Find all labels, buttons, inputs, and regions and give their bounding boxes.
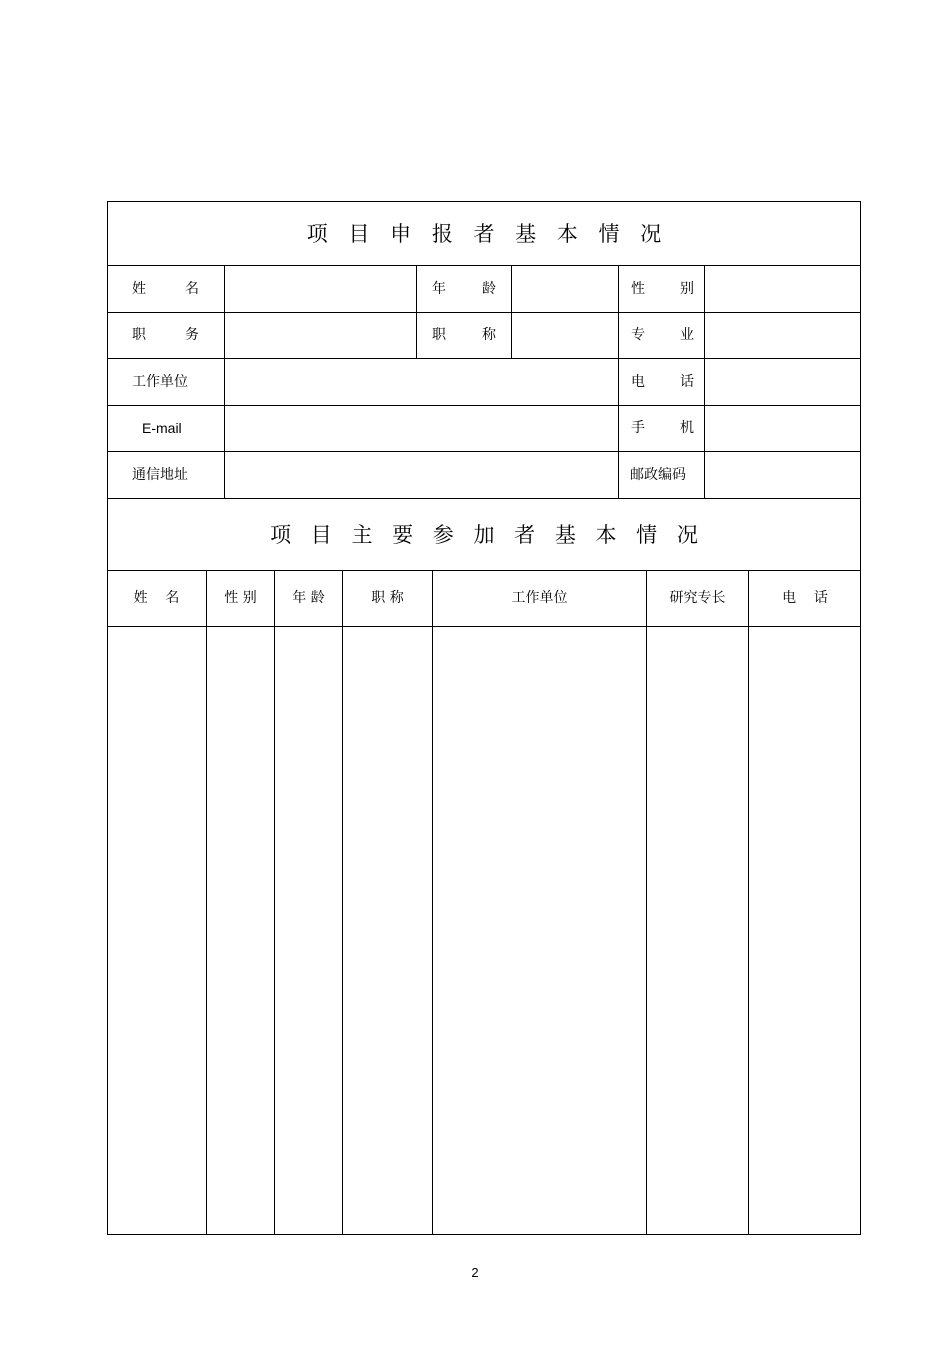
- participant-gender-column[interactable]: [207, 627, 274, 1234]
- phone-label: [618, 358, 704, 405]
- phone-label-char: 话: [680, 373, 694, 390]
- position-label-char: 职: [132, 327, 146, 343]
- major-label: [618, 312, 704, 358]
- address-field[interactable]: [225, 452, 618, 498]
- header-text: 职 称: [371, 590, 404, 606]
- participant-expertise-header: [647, 570, 748, 626]
- postcode-label-text: 邮政编码: [630, 466, 686, 483]
- participants-section-title: [107, 498, 861, 570]
- age-label-char: 年: [432, 280, 446, 297]
- address-label-text: 通信地址: [132, 466, 188, 483]
- email-field[interactable]: [225, 406, 618, 451]
- title-label-char: 称: [482, 327, 496, 343]
- title-field[interactable]: [512, 313, 618, 358]
- title-label: [416, 312, 511, 358]
- participant-phone-column[interactable]: [749, 627, 860, 1234]
- name-label-char: 姓: [132, 280, 146, 297]
- mobile-label-char: 机: [680, 420, 694, 436]
- applicant-section-title-text: 项 目 申 报 者 基 本 情 况: [306, 222, 662, 246]
- phone-label-char: 电: [631, 373, 645, 390]
- position-label: [107, 312, 224, 358]
- header-text: 电 话: [782, 590, 828, 606]
- applicant-section-title: [107, 201, 861, 265]
- postcode-label: [618, 451, 704, 498]
- major-label-char: 专: [631, 327, 645, 343]
- name-field[interactable]: [225, 266, 416, 312]
- age-label-char: 龄: [482, 280, 496, 297]
- email-label-text: E-mail: [142, 420, 182, 436]
- participant-age-header: [275, 570, 342, 626]
- header-text: 年 龄: [292, 590, 325, 606]
- title-label-char: 职: [432, 327, 446, 343]
- gender-label-char: 别: [680, 280, 694, 297]
- mobile-label-char: 手: [631, 420, 645, 436]
- gender-label: [618, 265, 704, 312]
- participant-age-column[interactable]: [275, 627, 342, 1234]
- major-field[interactable]: [705, 313, 860, 358]
- gender-label-char: 性: [631, 280, 645, 297]
- header-text: 性 别: [224, 590, 257, 606]
- position-label-char: 务: [185, 327, 199, 343]
- phone-field[interactable]: [705, 359, 860, 405]
- participant-phone-header: [749, 570, 861, 626]
- page-number: 2: [471, 1265, 479, 1280]
- postcode-field[interactable]: [705, 452, 860, 498]
- name-label-char: 名: [185, 280, 199, 297]
- header-text: 工作单位: [511, 590, 568, 606]
- participant-name-header: [107, 570, 206, 626]
- header-text: 姓 名: [133, 590, 180, 606]
- participant-work-unit-header: [433, 570, 646, 626]
- gender-field[interactable]: [705, 266, 860, 312]
- name-label: [107, 265, 224, 312]
- address-label: [107, 451, 224, 498]
- participant-title-column[interactable]: [343, 627, 432, 1234]
- mobile-field[interactable]: [705, 406, 860, 451]
- age-field[interactable]: [512, 266, 618, 312]
- participant-expertise-column[interactable]: [647, 627, 748, 1234]
- work-unit-label: [107, 358, 224, 405]
- major-label-char: 业: [680, 327, 694, 343]
- header-text: 研究专长: [669, 590, 726, 606]
- email-label: [107, 405, 224, 451]
- participants-section-title-text: 项 目 主 要 参 加 者 基 本 情 况: [270, 523, 698, 547]
- participant-name-column[interactable]: [108, 627, 206, 1234]
- age-label: [416, 265, 511, 312]
- position-field[interactable]: [225, 313, 416, 358]
- participant-title-header: [343, 570, 432, 626]
- mobile-label: [618, 405, 704, 451]
- participant-work-unit-column[interactable]: [433, 627, 646, 1234]
- work-unit-field[interactable]: [225, 359, 618, 405]
- work-unit-label-text: 工作单位: [132, 373, 188, 390]
- participant-gender-header: [207, 570, 274, 626]
